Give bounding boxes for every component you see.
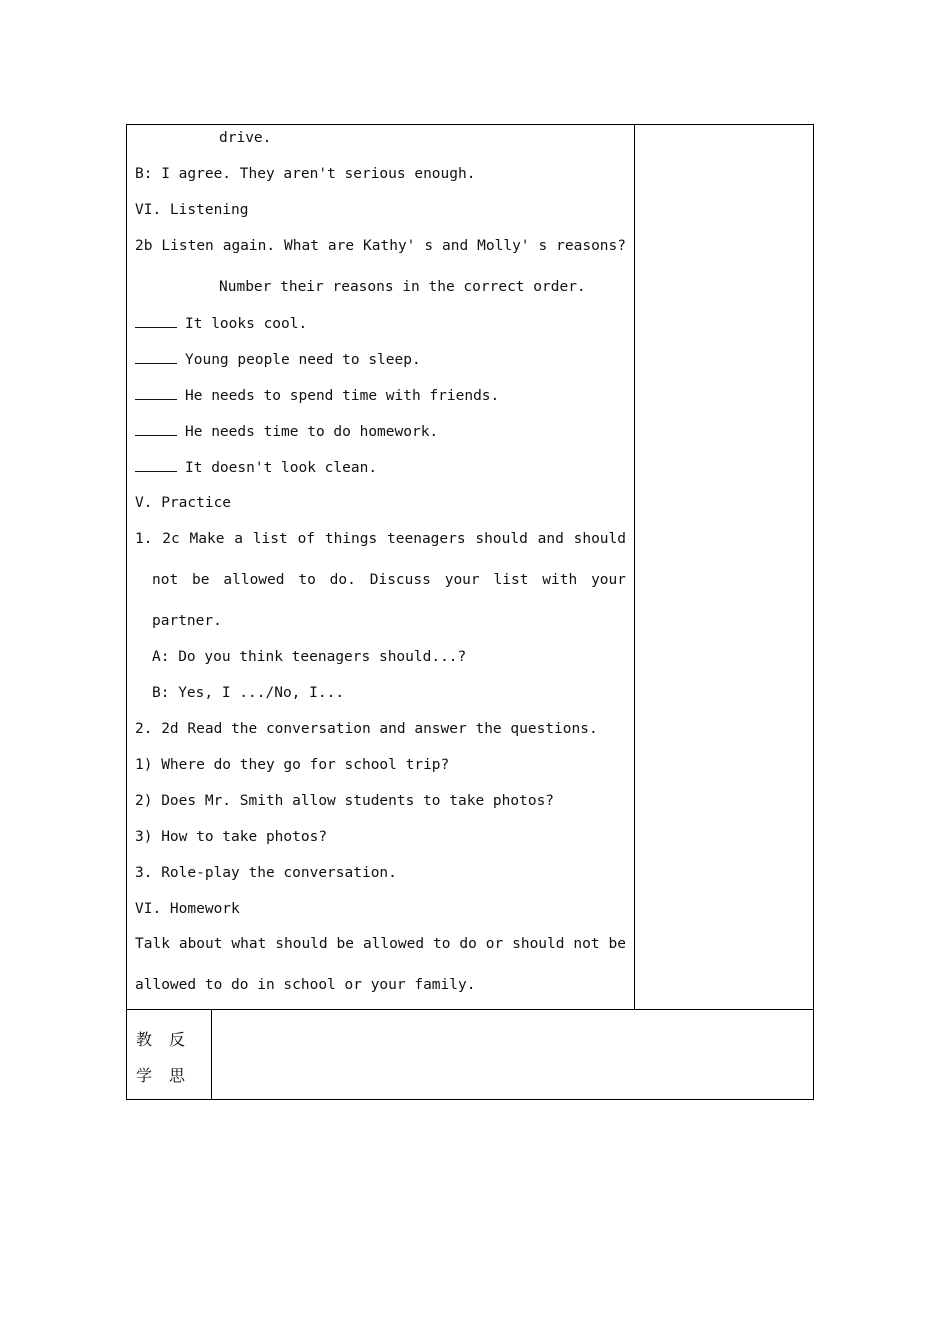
answer-blank[interactable] bbox=[135, 349, 177, 364]
text-line: 1. 2c Make a list of things teenagers should and should bbox=[135, 531, 626, 547]
answer-item: It looks cool. bbox=[135, 313, 307, 334]
text-line: 2. 2d Read the conversation and answer the questions. bbox=[135, 721, 598, 737]
answer-blank[interactable] bbox=[135, 313, 177, 328]
text-line: allowed to do in school or your family. bbox=[135, 977, 476, 993]
text-line: drive. bbox=[219, 130, 272, 146]
section-heading-practice: V. Practice bbox=[135, 495, 232, 511]
section-heading-listening: VI. Listening bbox=[135, 202, 249, 218]
question-item: 3) How to take photos? bbox=[135, 829, 328, 845]
text-line: B: I agree. They aren't serious enough. bbox=[135, 166, 476, 182]
notes-column[interactable] bbox=[635, 125, 813, 1009]
reflection-label-char: 思 bbox=[169, 1066, 186, 1085]
answer-item: He needs time to do homework. bbox=[135, 421, 438, 442]
text-line: partner. bbox=[152, 613, 222, 629]
question-item: 1) Where do they go for school trip? bbox=[135, 757, 450, 773]
text-line: 3. Role-play the conversation. bbox=[135, 865, 397, 881]
answer-item: It doesn't look clean. bbox=[135, 457, 377, 478]
text-line: 2b Listen again. What are Kathy' s and Molly' s reasons? bbox=[135, 238, 626, 254]
question-item: 2) Does Mr. Smith allow students to take photos? bbox=[135, 793, 555, 809]
text-line: not be allowed to do. Discuss your list with your bbox=[152, 572, 626, 588]
reflection-label-char: 反 bbox=[169, 1030, 186, 1049]
answer-item: Young people need to sleep. bbox=[135, 349, 421, 370]
text-line: B: Yes, I .../No, I... bbox=[152, 685, 345, 701]
answer-item: He needs to spend time with friends. bbox=[135, 385, 499, 406]
text-line: Talk about what should be allowed to do or should not be bbox=[135, 936, 626, 952]
text-line: A: Do you think teenagers should...? bbox=[152, 649, 467, 665]
text-line: Number their reasons in the correct order. bbox=[219, 279, 586, 295]
answer-blank[interactable] bbox=[135, 385, 177, 400]
section-heading-homework: VI. Homework bbox=[135, 901, 240, 917]
answer-blank[interactable] bbox=[135, 421, 177, 436]
reflection-label-char: 教 bbox=[136, 1030, 153, 1049]
reflection-content-area[interactable] bbox=[212, 1010, 813, 1099]
answer-blank[interactable] bbox=[135, 457, 177, 472]
reflection-label-char: 学 bbox=[136, 1066, 153, 1085]
